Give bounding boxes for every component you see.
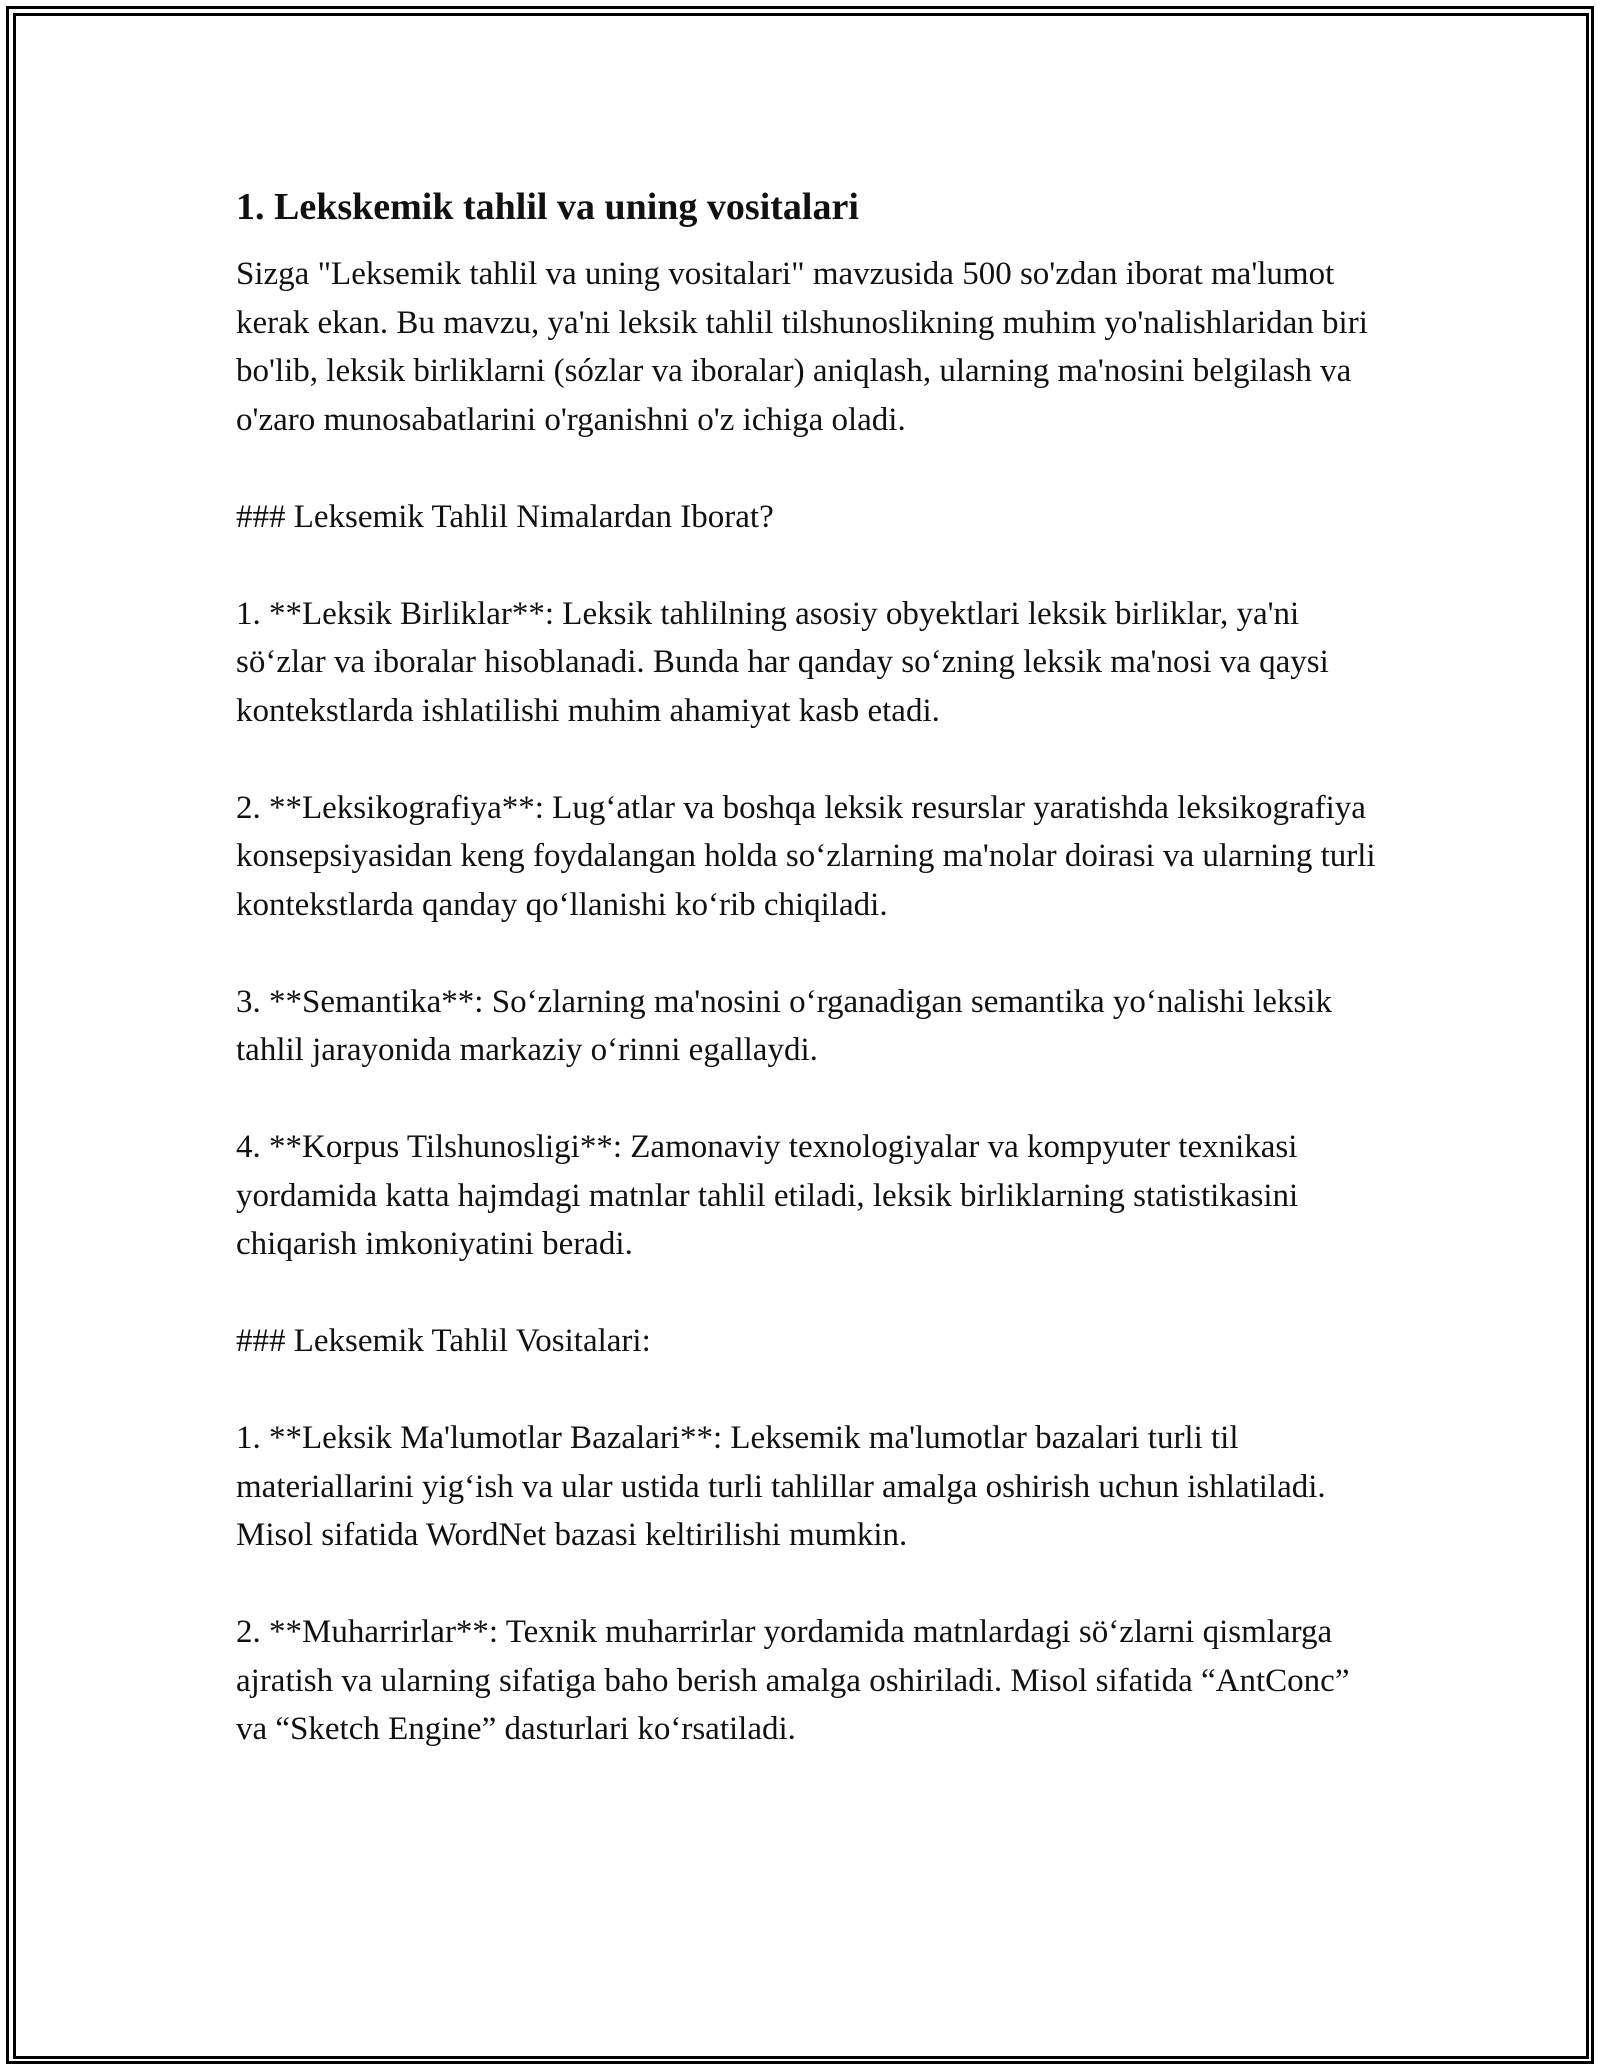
document-title: 1. Lekskemik tahlil va uning vositalari [236,186,859,228]
list-item-semantika: 3. **Semantika**: So‘zlarning ma'nosini o‘rganadigan semantika yo‘nalishi leksik tahlil jarayonida markaziy o‘rinni egallaydi. [236,983,1332,1068]
list-item-leksikografiya: 2. **Leksikografiya**: Lug‘atlar va boshqa leksik resurslar yaratishda leksikografiya konsepsiyasidan keng foydalangan holda so‘zlarning ma'nolar doirasi va ularning turli kontekstlarda qanday qo‘llanishi ko‘rib chiqiladi. [236,789,1376,923]
document-body [236,184,1376,1802]
section-heading-composition: ### Leksemik Tahlil Nimalardan Iborat? [236,498,774,535]
list-item-leksik-birliklar: 1. **Leksik Birliklar**: Leksik tahlilning asosiy obyektlari leksik birliklar, ya'ni sö‘zlar va iboralar hisoblanadi. Bunda har qanday so‘zning leksik ma'nosi va qaysi kontekstlarda ishlatilishi muhim ahamiyat kasb etadi. [236,595,1329,729]
intro-paragraph: Sizga "Leksemik tahlil va uning vositalari" mavzusida 500 so'zdan iborat ma'lumot kerak ekan. Bu mavzu, ya'ni leksik tahlil tilshunoslikning muhim yo'nalishlaridan biri bo'lib, leksik birliklarni (sózlar va iboralar) aniqlash, ularning ma'nosini belgilash va o'zaro munosabatlarini o'rganishni o'z ichiga oladi. [236,256,1368,438]
list-item-muharrirlar: 2. **Muharrirlar**: Texnik muharrirlar yordamida matnlardagi sö‘zlarni qismlarga ajratish va ularning sifatiga baho berish amalga oshiriladi. Misol sifatida “AntConc” va “Sketch Engine” dasturlari ko‘rsatiladi. [236,1614,1350,1747]
list-item-korpus-tilshunosligi: 4. **Korpus Tilshunosligi**: Zamonaviy texnologiyalar va kompyuter texnikasi yordamida katta hajmdagi matnlar tahlil etiladi, leksik birliklarning statistikasini chiqarish imkoniyatini beradi. [236,1129,1299,1262]
list-item-malumotlar-bazalari: 1. **Leksik Ma'lumotlar Bazalari**: Leksemik ma'lumotlar bazalari turli til materiallarini yig‘ish va ular ustida turli tahlillar amalga oshirish uchun ishlatiladi. Misol sifatida WordNet bazasi keltirilishi mumkin. [236,1420,1326,1553]
section-heading-tools: ### Leksemik Tahlil Vositalari: [236,1323,651,1359]
